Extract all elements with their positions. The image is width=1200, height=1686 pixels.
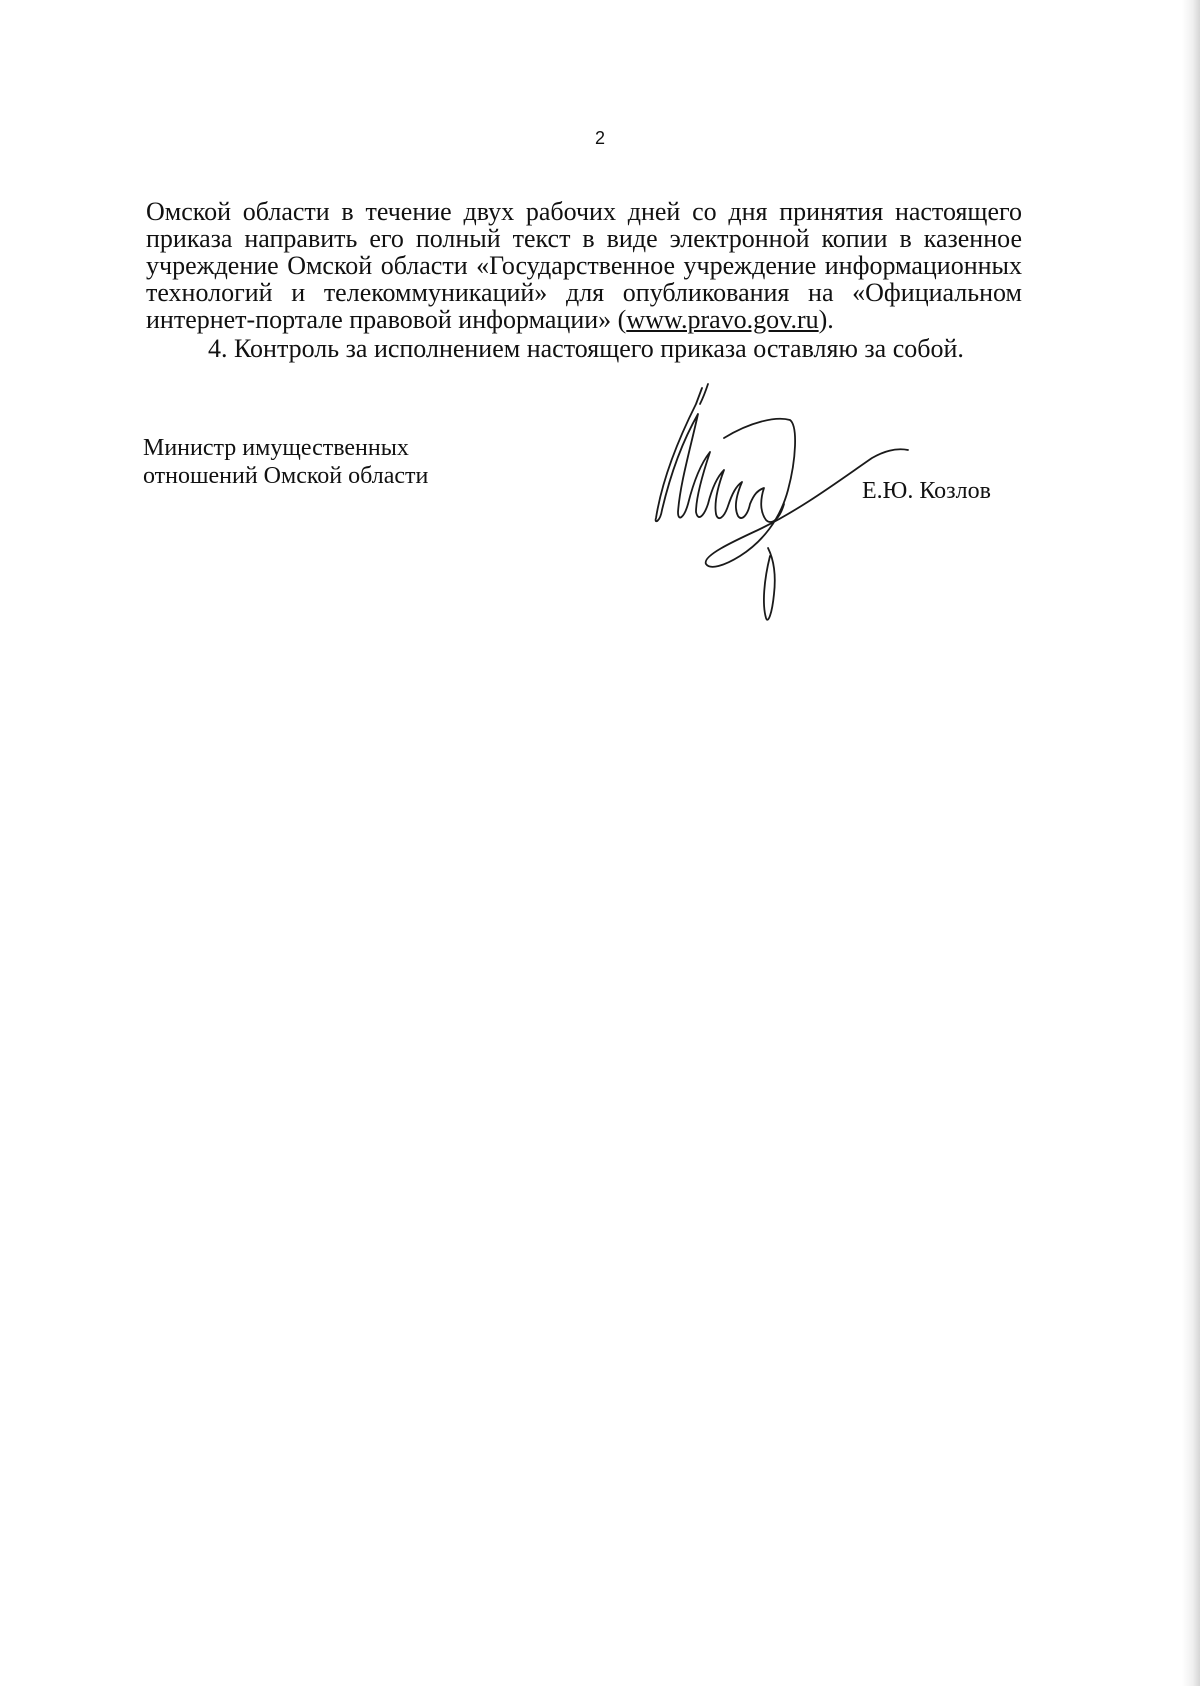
paragraph-continuation-text: Омской области в течение двух рабочих дней со дня принятия настоящего приказа направить его полный текст в виде электронной копии в казенное учреждение Омской области «Государственное учреждение информационных технологий и телекоммуникаций» для опубликования на «Официальном интернет-портале правовой информации» ( [146, 197, 1022, 334]
signer-name: Е.Ю. Козлов [862, 478, 991, 504]
handwritten-signature [650, 380, 920, 630]
paragraph-continuation-end: ). [818, 305, 834, 334]
position-line-1: Министр имущественных [143, 435, 409, 461]
pravo-portal-link[interactable]: www.pravo.gov.ru [626, 305, 819, 334]
signatory-position [143, 434, 428, 490]
position-line-2: отношений Омской области [143, 463, 429, 489]
scan-edge-shadow [1182, 0, 1200, 1686]
paragraph-continuation [146, 198, 1022, 333]
paragraph-4: 4. Контроль за исполнением настоящего приказа оставляю за собой. [208, 334, 964, 363]
document-body [146, 198, 1022, 362]
page-number: 2 [594, 128, 605, 148]
